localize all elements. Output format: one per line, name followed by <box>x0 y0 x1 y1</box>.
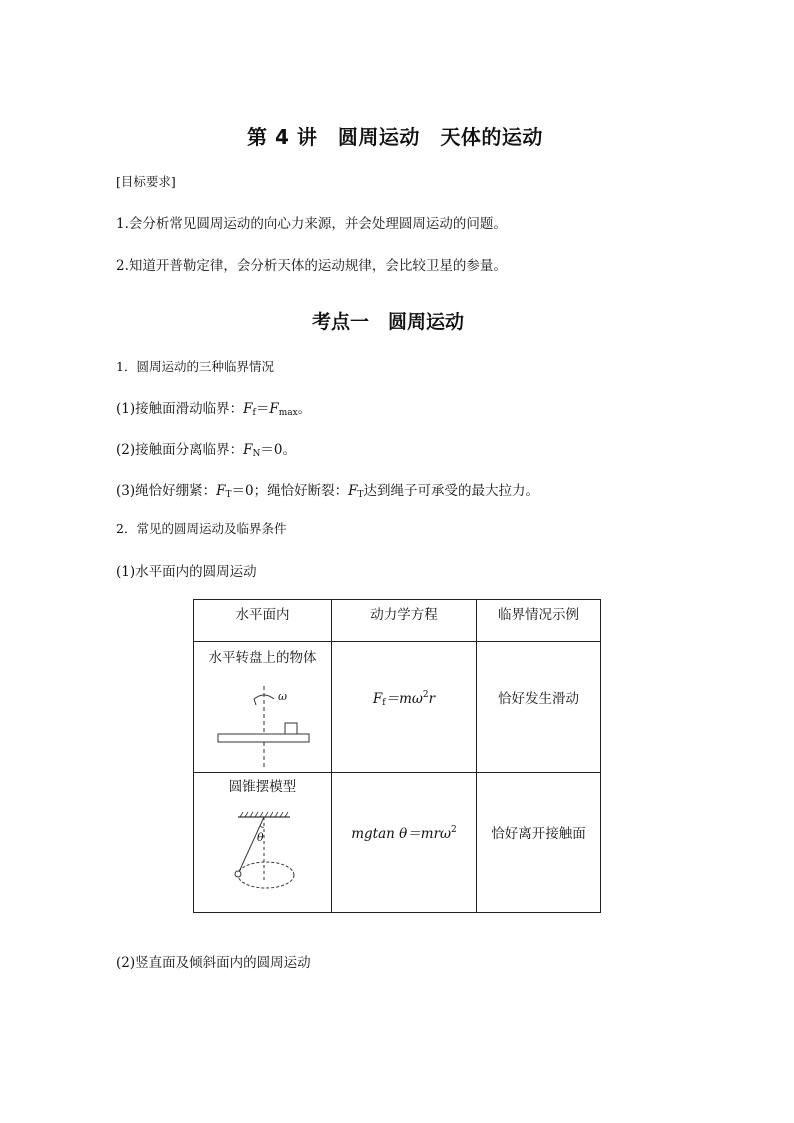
eq-subscript: f <box>382 698 386 708</box>
horizontal-heading: (1)水平面内的圆周运动 <box>116 564 257 580</box>
page-title: 第 4 讲 圆周运动 天体的运动 <box>247 125 543 149</box>
force-subscript: T <box>357 490 364 500</box>
table-row <box>194 773 601 913</box>
eq-symbol: F <box>372 691 383 707</box>
force-subscript: max <box>278 408 298 418</box>
table-cell <box>332 642 477 773</box>
conical-pendulum-diagram <box>194 799 331 909</box>
common-motion-heading: 2．常见的圆周运动及临界条件 <box>116 521 287 536</box>
table-header-cell <box>332 600 477 642</box>
table-cell <box>477 773 601 913</box>
critical-case-3 <box>116 479 539 500</box>
case-3-prefix: (3)绳恰好绷紧： <box>116 483 217 499</box>
force-symbol: F <box>243 442 253 458</box>
period: 。 <box>297 401 312 417</box>
table-cell <box>477 642 601 773</box>
eq-superscript: 2 <box>422 690 429 700</box>
force-subscript: T <box>225 490 232 500</box>
table-header-cell <box>194 600 332 642</box>
table-cell <box>194 773 332 913</box>
force-symbol: F <box>348 483 358 499</box>
case-1-prefix: (1)接触面滑动临界： <box>116 401 244 417</box>
theta-label: θ <box>257 831 264 844</box>
section-title: 考点一 圆周运动 <box>312 311 465 333</box>
force-symbol: F <box>243 401 253 417</box>
table-cell <box>332 773 477 913</box>
eq-text: ＝mω <box>385 691 423 707</box>
eq-superscript: 2 <box>451 825 457 835</box>
header-label: 水平面内 <box>235 607 290 623</box>
critical-case-1 <box>116 397 311 418</box>
equation-turntable <box>332 642 476 708</box>
omega-label: ω <box>278 690 287 703</box>
table-header-cell <box>477 600 601 642</box>
eq-text: r <box>428 691 436 707</box>
table-header-row <box>194 600 601 642</box>
critical-example: 恰好发生滑动 <box>498 691 579 707</box>
critical-heading: 1．圆周运动的三种临界情况 <box>116 359 274 374</box>
case-2-prefix: (2)接触面分离临界： <box>116 442 244 458</box>
header-label: 临界情况示例 <box>498 607 579 623</box>
vertical-heading: (2)竖直面及倾斜面内的圆周运动 <box>116 955 311 971</box>
force-subscript: N <box>252 449 261 459</box>
force-symbol: F <box>269 401 279 417</box>
force-symbol: F <box>216 483 226 499</box>
row-label: 水平转盘上的物体 <box>208 650 317 666</box>
case-2-rest: ＝0。 <box>260 442 296 458</box>
table-cell <box>194 642 332 773</box>
table-row <box>194 642 601 773</box>
case-3-end: 达到绳子可承受的最大拉力。 <box>363 483 539 499</box>
goal-item-2: 2.知道开普勒定律，会分析天体的运动规律，会比较卫星的参量。 <box>116 258 507 274</box>
force-subscript: f <box>252 408 256 418</box>
row-label: 圆锥摆模型 <box>228 779 297 795</box>
critical-case-2 <box>116 438 296 459</box>
goal-item-1: 1.会分析常见圆周运动的向心力来源，并会处理圆周运动的问题。 <box>116 216 507 232</box>
equation-conical <box>332 773 476 842</box>
critical-example: 恰好离开接触面 <box>491 826 586 842</box>
eq-text: mgtan θ＝mrω <box>351 826 452 842</box>
equals: ＝ <box>255 401 270 417</box>
case-3-mid: ＝0；绳恰好断裂： <box>231 483 349 499</box>
turntable-diagram <box>194 672 331 772</box>
header-label: 动力学方程 <box>370 607 438 623</box>
goals-heading: [目标要求] <box>116 174 176 189</box>
circular-motion-table <box>193 599 601 913</box>
